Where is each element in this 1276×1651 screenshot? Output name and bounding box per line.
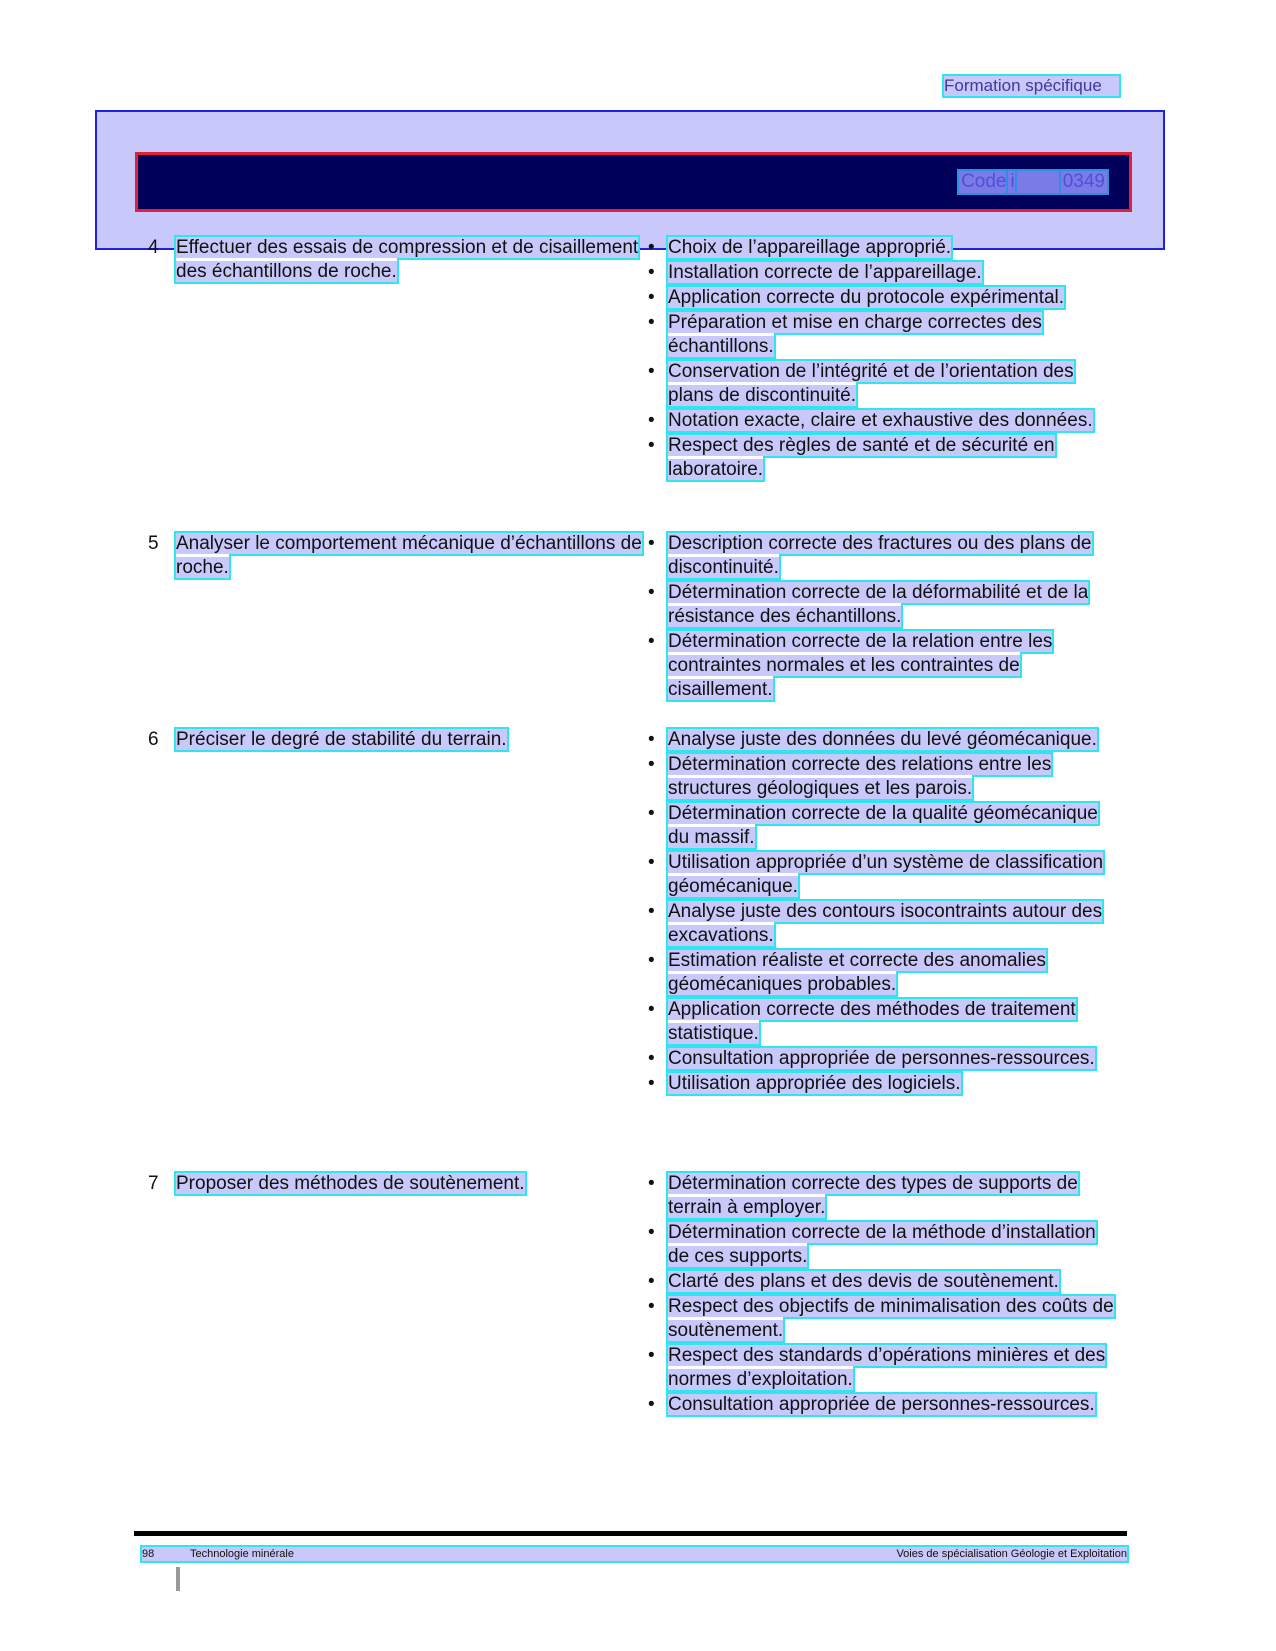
criterion: • Détermination correcte de la méthode d’installation de ces supports. <box>648 1221 1118 1269</box>
criterion: • Description correcte des fractures ou des plans de discontinuité. <box>648 532 1118 580</box>
criterion: • Installation correcte de l’appareillage. <box>648 261 1118 285</box>
footer-right-text: Voies de spécialisation Géologie et Exploitation <box>896 1548 1127 1560</box>
code-gap <box>1017 171 1061 193</box>
criterion: • Détermination correcte de la qualité géomécanique du massif. <box>648 802 1118 850</box>
page-number: 98 <box>142 1548 155 1560</box>
criterion: • Préparation et mise en charge correctes des échantillons. <box>648 311 1118 359</box>
competency-number: 4 <box>148 237 159 258</box>
criterion: • Utilisation appropriée des logiciels. <box>648 1072 1118 1096</box>
code-value: 0349 <box>1062 171 1105 192</box>
criterion: • Détermination correcte de la déformabilité et de la résistance des échantillons. <box>648 581 1118 629</box>
criterion: • Estimation réaliste et correcte des anomalies géomécaniques probables. <box>648 949 1118 997</box>
criterion: • Application correcte du protocole expérimental. <box>648 286 1118 310</box>
competency-text: Effectuer des essais de compression et de cisaillement des échantillons de roche. <box>176 237 639 282</box>
criterion: • Respect des standards d’opérations minières et des normes d’exploitation. <box>648 1344 1118 1392</box>
criteria-list-4 <box>648 236 1118 483</box>
criterion: • Respect des objectifs de minimalisation des coûts de soutènement. <box>648 1295 1118 1343</box>
footer-rule <box>134 1531 1127 1536</box>
criterion: • Utilisation appropriée d’un système de classification géomécanique. <box>648 851 1118 899</box>
footer-left-text: Technologie minérale <box>190 1548 294 1560</box>
criterion: • Application correcte des méthodes de traitement statistique. <box>648 998 1118 1046</box>
criterion: • Consultation appropriée de personnes-ressources. <box>648 1047 1118 1071</box>
criterion: • Analyse juste des données du levé géomécanique. <box>648 728 1118 752</box>
criterion: • Notation exacte, claire et exhaustive des données. <box>648 409 1118 433</box>
code-box <box>959 171 1107 193</box>
criterion: • Détermination correcte de la relation entre les contraintes normales et les contraintes de cisaillement. <box>648 630 1118 702</box>
criteria-list-6 <box>648 728 1118 1097</box>
section-label: Formation spécifique <box>944 76 1119 96</box>
criterion: • Respect des règles de santé et de sécurité en laboratoire. <box>648 434 1118 482</box>
title-banner <box>95 110 1165 250</box>
criterion: • Conservation de l’intégrité et de l’orientation des plans de discontinuité. <box>648 360 1118 408</box>
criteria-list-5 <box>648 532 1118 703</box>
criterion: • Analyse juste des contours isocontraints autour des excavations. <box>648 900 1118 948</box>
competency-text: Proposer des méthodes de soutènement. <box>176 1173 525 1194</box>
title-bar <box>135 152 1132 212</box>
competency-text: Préciser le degré de stabilité du terrain. <box>176 729 507 750</box>
page-footer <box>142 1547 1127 1561</box>
criteria-list-7 <box>648 1172 1118 1418</box>
criterion: • Détermination correcte des relations entre les structures géologiques et les parois. <box>648 753 1118 801</box>
competency-text: Analyser le comportement mécanique d’échantillons de roche. <box>176 533 642 578</box>
competency-number: 5 <box>148 533 159 554</box>
competency-number: 6 <box>148 729 159 750</box>
code-label: Code <box>961 171 1007 192</box>
margin-mark <box>176 1567 180 1591</box>
criterion: • Clarté des plans et des devis de soutènement. <box>648 1270 1118 1294</box>
criterion: • Choix de l’appareillage approprié. <box>648 236 1118 260</box>
criterion: • Détermination correcte des types de supports de terrain à employer. <box>648 1172 1118 1220</box>
criterion: • Consultation appropriée de personnes-ressources. <box>648 1393 1118 1417</box>
code-separator: i <box>1010 171 1015 192</box>
competency-number: 7 <box>148 1173 159 1194</box>
